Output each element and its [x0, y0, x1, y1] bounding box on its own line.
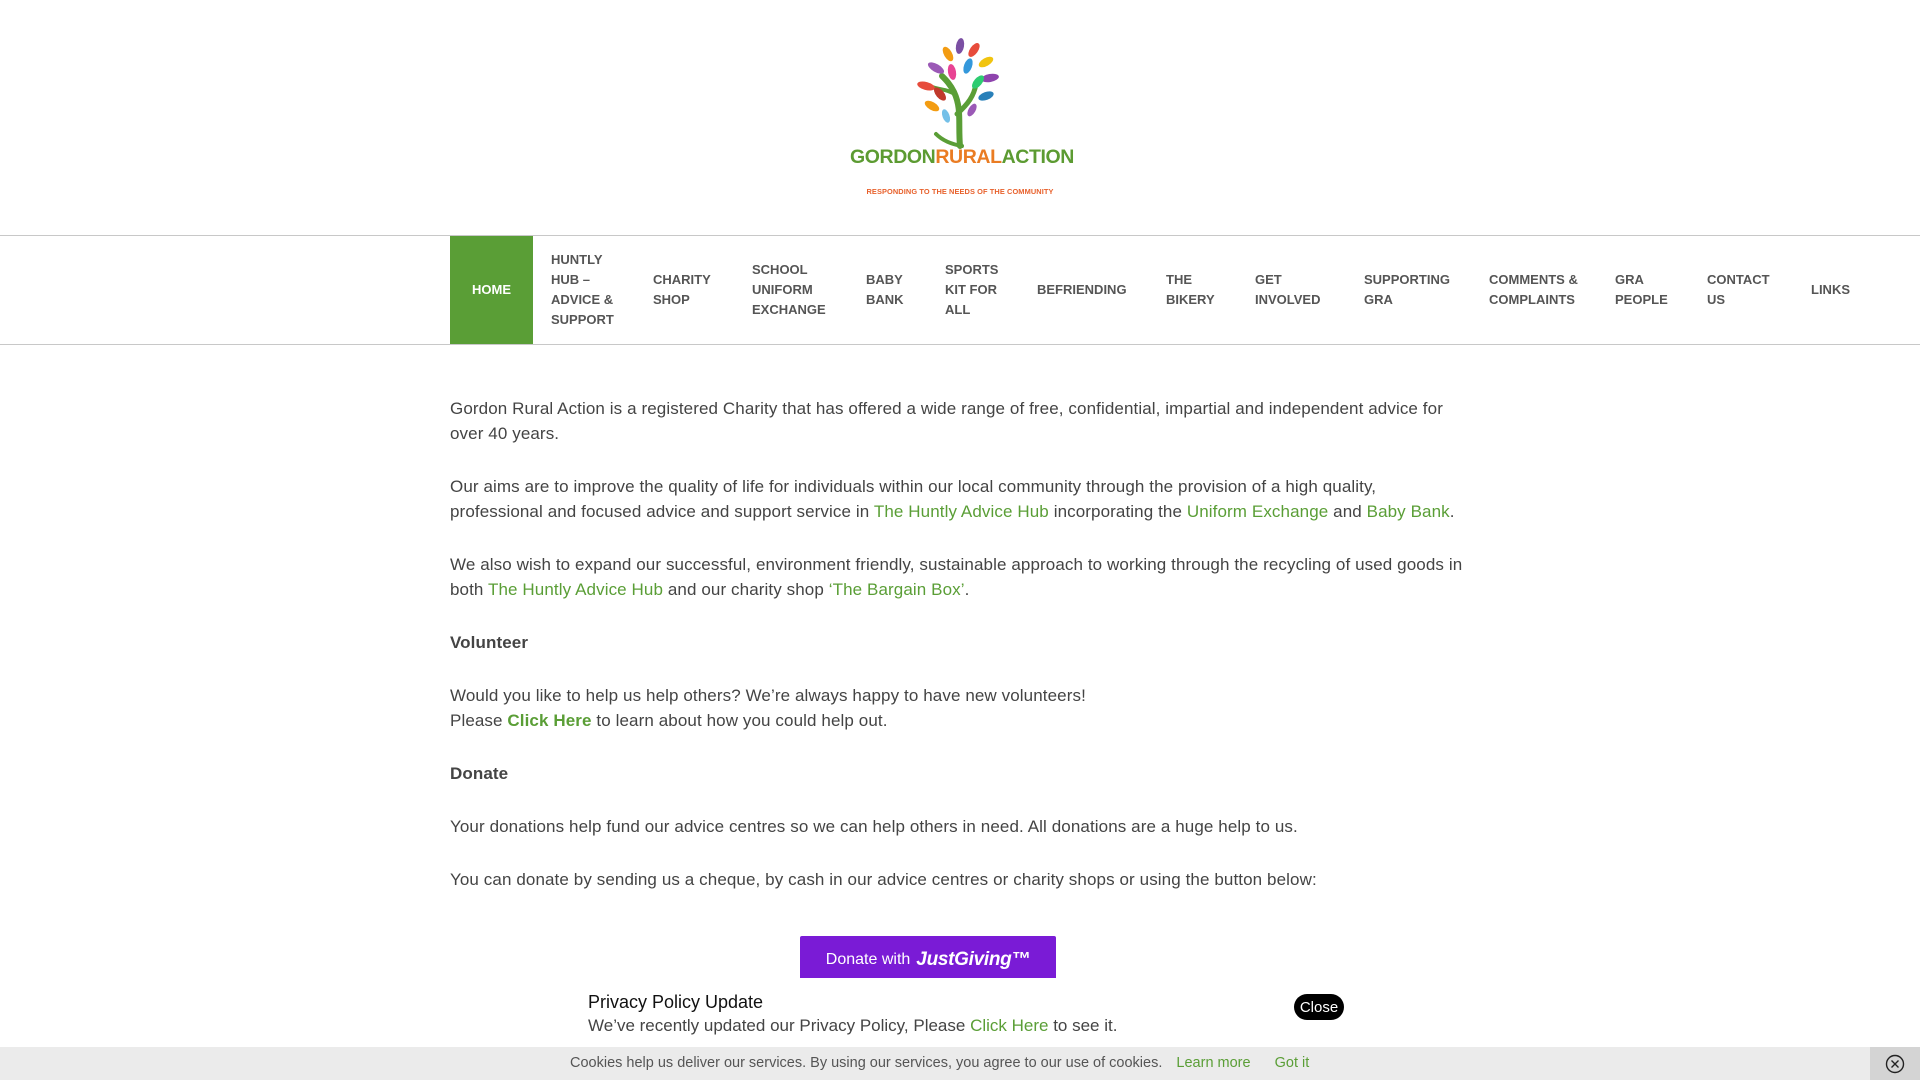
cookie-learn-more-link[interactable]: Learn more [1176, 1055, 1251, 1071]
nav-links[interactable]: LINKS [1811, 282, 1850, 297]
main-navigation [0, 235, 1920, 345]
privacy-popup-text: We’ve recently updated our Privacy Policy, Please Click Here to see it. [588, 1016, 1118, 1035]
intro-paragraph: Gordon Rural Action is a registered Charity that has offered a wide range of free, confidential, impartial and independent advice for over 40 years. [450, 399, 1443, 443]
nav-contact-us[interactable]: CONTACT US [1707, 272, 1770, 307]
nav-befriending[interactable]: BEFRIENDING [1037, 282, 1127, 297]
logo-name: GORDONRURALACTION [850, 146, 1074, 168]
donate-paragraph-1: Your donations help fund our advice centres so we can help others in need. All donations are a huge help to us. [450, 817, 1298, 836]
bargain-box-link[interactable]: ‘The Bargain Box’ [828, 580, 965, 599]
main-content [450, 396, 1470, 920]
nav-the-bikery[interactable]: THE BIKERY [1166, 272, 1215, 307]
privacy-click-here-link[interactable]: Click Here [970, 1016, 1049, 1035]
nav-home[interactable]: HOME [450, 236, 533, 344]
cookie-got-it-link[interactable]: Got it [1274, 1055, 1310, 1071]
tree-logo-icon [850, 34, 1070, 149]
baby-bank-link[interactable]: Baby Bank [1366, 502, 1450, 521]
nav-school-uniform-exchange[interactable]: SCHOOL UNIFORM EXCHANGE [752, 262, 826, 317]
volunteer-click-here-link[interactable]: Click Here [507, 711, 592, 730]
nav-sports-kit[interactable]: SPORTS KIT FOR ALL [945, 262, 999, 317]
privacy-close-button[interactable]: Close [1294, 994, 1344, 1020]
cookie-text: Cookies help us deliver our services. By using our services, you agree to our use of cookies. [570, 1055, 1163, 1071]
cookie-bar [0, 1047, 1920, 1080]
donate-button-prefix: Donate with [825, 951, 911, 968]
cookie-close-button[interactable] [1870, 1047, 1920, 1080]
nav-huntly-hub[interactable]: HUNTLY HUB – ADVICE & SUPPORT [551, 252, 614, 327]
logo-tagline: RESPONDING TO THE NEEDS OF THE COMMUNITY [866, 187, 1054, 196]
volunteer-heading: Volunteer [450, 633, 529, 652]
nav-baby-bank[interactable]: BABY BANK [866, 272, 904, 307]
nav-get-involved[interactable]: GET INVOLVED [1255, 272, 1321, 307]
recycling-paragraph: We also wish to expand our successful, environment friendly, sustainable approach to working through the recycling of used goods in both The Huntly Advice Hub and our charity shop ‘The Bargain Box’. [450, 555, 1463, 599]
nav-charity-shop[interactable]: CHARITY SHOP [653, 272, 711, 307]
aims-paragraph: Our aims are to improve the quality of life for individuals within our local community through the provision of a high quality, professional and focused advice and support service in The Huntly Advice Hub incorporating the Uniform Exchange and Baby Bank. [450, 477, 1455, 521]
privacy-policy-popup [576, 978, 1346, 1048]
circle-x-icon [1885, 1054, 1905, 1074]
huntly-advice-hub-link[interactable]: The Huntly Advice Hub [873, 502, 1049, 521]
nav-supporting-gra[interactable]: SUPPORTING GRA [1364, 272, 1450, 307]
site-logo[interactable] [850, 34, 1074, 204]
donate-paragraph-2: You can donate by sending us a cheque, by cash in our advice centres or charity shops or using the button below: [450, 870, 1317, 889]
justgiving-brand: JustGiving™ [916, 949, 1031, 970]
uniform-exchange-link[interactable]: Uniform Exchange [1186, 502, 1329, 521]
donate-heading: Donate [450, 764, 509, 783]
justgiving-donate-button[interactable] [800, 936, 1056, 984]
huntly-advice-hub-link-2[interactable]: The Huntly Advice Hub [488, 580, 664, 599]
volunteer-paragraph: Would you like to help us help others? We’re always happy to have new volunteers! Please Click Here to learn about how you could help out. [450, 686, 1086, 730]
nav-comments-complaints[interactable]: COMMENTS & COMPLAINTS [1489, 272, 1578, 307]
privacy-popup-title: Privacy Policy Update [588, 992, 764, 1012]
nav-gra-people[interactable]: GRA PEOPLE [1615, 272, 1668, 307]
